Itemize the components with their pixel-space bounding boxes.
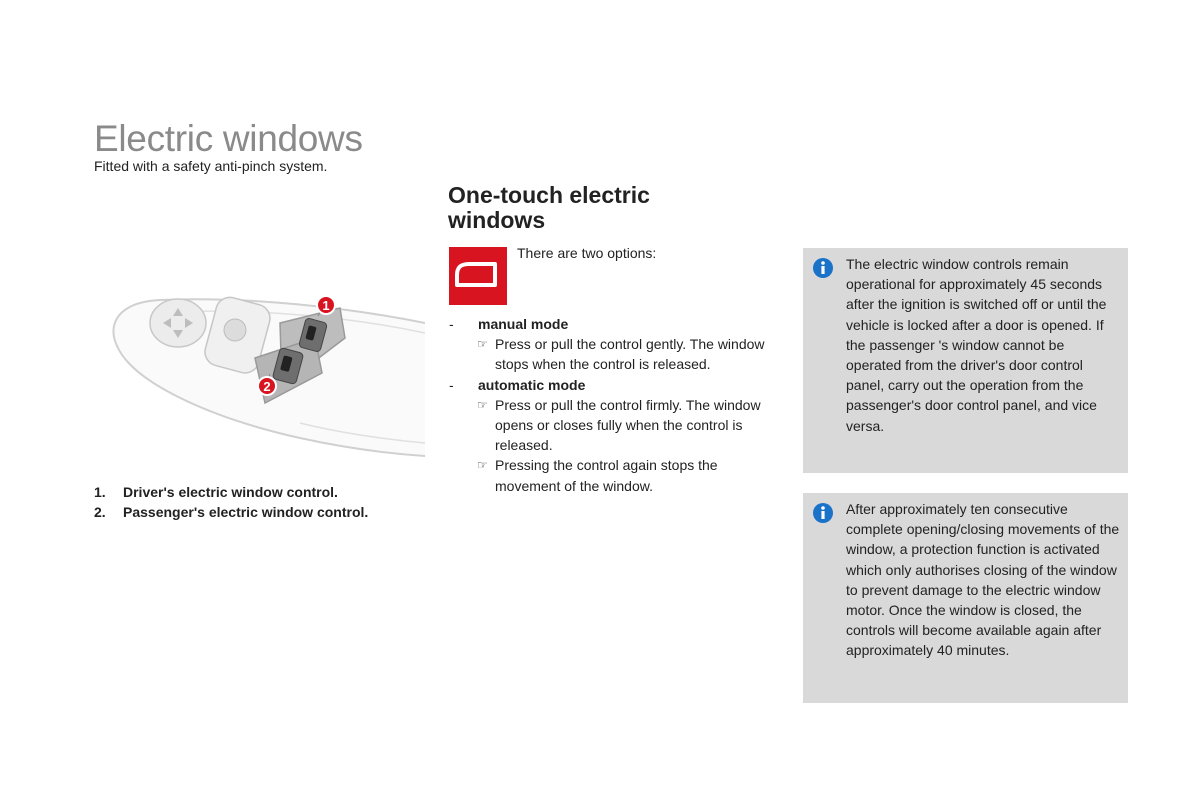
options-intro: There are two options: <box>517 245 657 261</box>
legend-number: 2. <box>94 504 106 520</box>
mode-step <box>477 395 779 456</box>
pointing-hand-icon: ☞ <box>477 337 488 352</box>
mode-item-manual <box>449 314 779 334</box>
step-text: Pressing the control again stops the movement of the window. <box>495 457 718 494</box>
figure-legend <box>94 482 368 522</box>
info-icon <box>813 258 833 283</box>
step-text: Press or pull the control gently. The window stops when the control is released. <box>495 336 765 373</box>
callout-1-label: 1 <box>322 298 330 313</box>
info-note <box>803 493 1128 703</box>
mode-step <box>477 334 779 374</box>
section-heading <box>448 183 650 233</box>
mode-name: automatic mode <box>478 376 586 393</box>
page-title: Electric windows <box>94 118 363 159</box>
mode-item-automatic <box>449 375 779 395</box>
legend-item <box>94 502 368 522</box>
mode-list <box>449 314 779 496</box>
mode-name: manual mode <box>478 316 569 332</box>
callout-2-label: 2 <box>263 379 271 394</box>
pointing-hand-icon: ☞ <box>477 397 488 412</box>
note-text: After approximately ten consecutive complete opening/closing movements of the window, a protection function is activated which only authorises closing of the window to prevent damage to the electric window motor. Once the window is closed, the controls will become available again after approximately 40 minutes. <box>846 501 1120 659</box>
list-dash: - <box>449 376 454 393</box>
info-icon <box>813 503 833 528</box>
info-note <box>803 248 1128 473</box>
mode-step <box>477 455 779 495</box>
legend-text: Driver's electric window control. <box>123 484 338 500</box>
window-switch-icon <box>449 247 507 305</box>
list-dash: - <box>449 316 454 332</box>
note-text: The electric window controls remain operational for approximately 45 seconds after the ignition is switched off or until the vehicle is locked after a door is opened. If the passenger 's window cannot be operated from the driver's door control panel, carry out the operation from the passenger's door control panel, and vice versa. <box>846 256 1107 434</box>
section-heading-line-2: windows <box>448 207 546 233</box>
step-text: Press or pull the control firmly. The window opens or closes fully when the control is released. <box>495 396 761 454</box>
legend-number: 1. <box>94 484 106 500</box>
door-panel-drawing <box>100 278 425 463</box>
door-panel-illustration <box>100 278 425 463</box>
page-subtitle: Fitted with a safety anti-pinch system. <box>94 158 328 174</box>
legend-text: Passenger's electric window control. <box>123 504 369 520</box>
pointing-hand-icon: ☞ <box>477 458 488 473</box>
section-heading-line-1: One-touch electric <box>448 182 650 208</box>
legend-item <box>94 482 368 502</box>
